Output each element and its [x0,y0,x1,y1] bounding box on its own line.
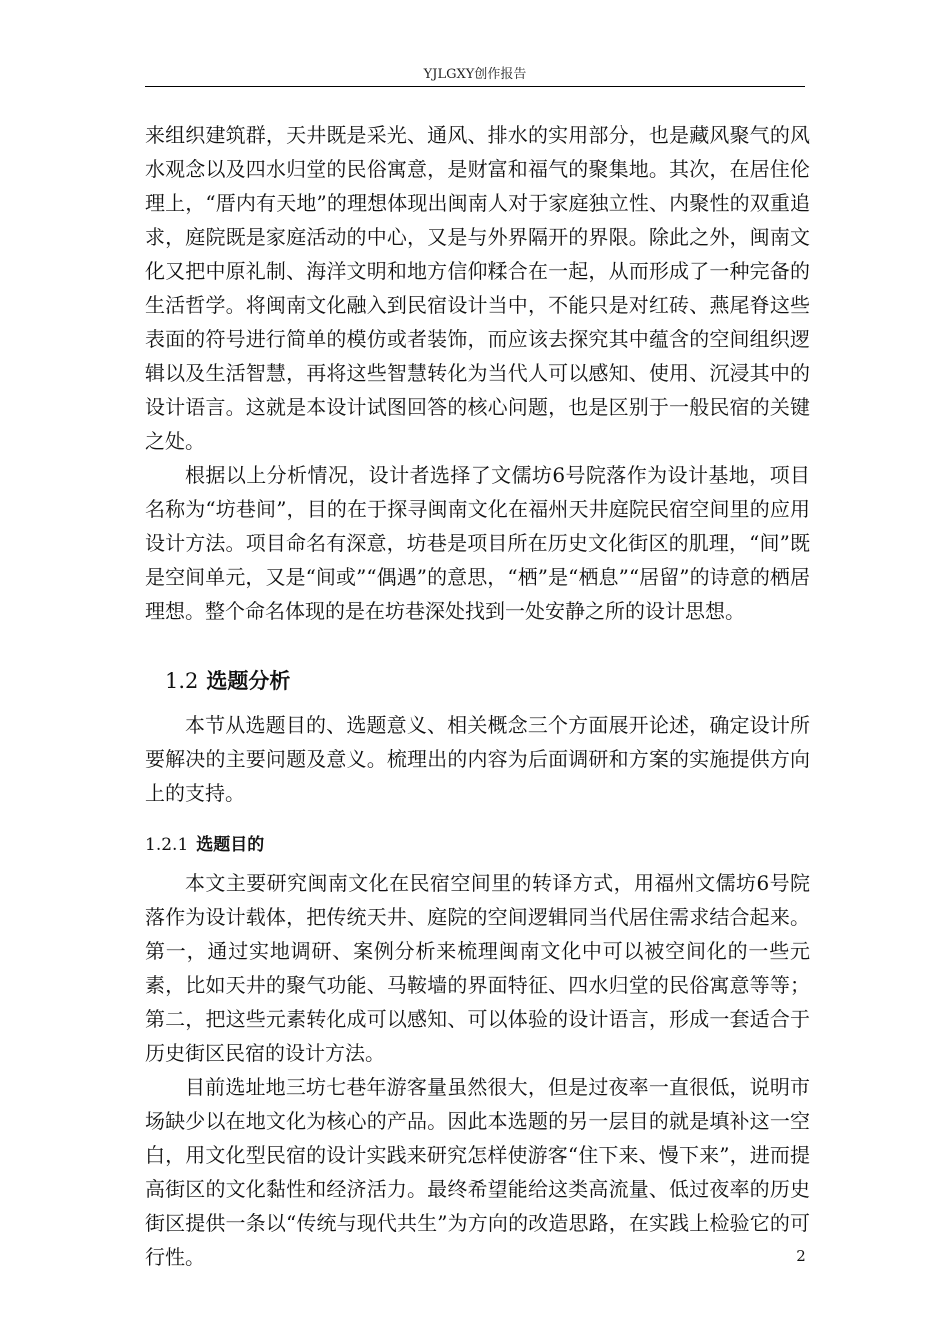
page-number: 2 [796,1247,806,1265]
paragraph-site-selection: 根据以上分析情况，设计者选择了文儒坊6号院落作为设计基地，项目名称为“坊巷间”，目的在于探寻闽南文化在福州天井庭院民宿空间里的应用设计方法。项目命名有深意，坊巷是项目所在历史文化街区的肌理，“间”既是空间单元，又是“间或”“偶遇”的意思，“栖”是“栖息”“居留”的诗意的栖居理想。整个命名体现的是在坊巷深处找到一处安静之所的设计思想。 [145,463,810,623]
subsection-title: 选题目的 [196,835,265,855]
section-heading [165,664,810,698]
subsection-paragraph-1: 本文主要研究闽南文化在民宿空间里的转译方式，用福州文儒坊6号院落作为设计载体，把传统天井、庭院的空间逻辑同当代居住需求结合起来。第一，通过实地调研、案例分析来梳理闽南文化中可以被空间化的一些元素，比如天井的聚气功能、马鞍墙的界面特征、四水归堂的民俗寓意等等；第二，把这些元素转化成可以感知、可以体验的设计语言，形成一套适合于历史街区民宿的设计方法。 [145,871,810,1065]
paragraph-continued: 来组织建筑群，天井既是采光、通风、排水的实用部分，也是藏风聚气的风水观念以及四水归堂的民俗寓意，是财富和福气的聚集地。其次，在居住伦理上，“厝内有天地”的理想体现出闽南人对于家庭独立性、内聚性的双重追求，庭院既是家庭活动的中心，又是与外界隔开的界限。除此之外，闽南文化又把中原礼制、海洋文明和地方信仰糅合在一起，从而形成了一种完备的生活哲学。将闽南文化融入到民宿设计当中，不能只是对红砖、燕尾脊这些表面的符号进行简单的模仿或者装饰，而应该去探究其中蕴含的空间组织逻辑以及生活智慧，再将这些智慧转化为当代人可以感知、使用、沉浸其中的设计语言。这就是本设计试图回答的核心问题，也是区别于一般民宿的关键之处。 [145,123,810,453]
subsection-paragraph-2: 目前选址地三坊七巷年游客量虽然很大，但是过夜率一直很低，说明市场缺少以在地文化为核心的产品。因此本选题的另一层目的就是填补这一空白，用文化型民宿的设计实践来研究怎样使游客“住下来、慢下来”，进而提高街区的文化黏性和经济活力。最终希望能给这类高流量、低过夜率的历史街区提供一条以“传统与现代共生”为方向的改造思路，在实践上检验它的可行性。 [145,1075,810,1269]
subsection-number: 1.2.1 [145,835,189,855]
body-text [145,118,810,1274]
section-number: 1.2 [165,669,199,693]
page-footer [0,1246,806,1266]
subsection-heading [145,830,810,860]
running-header: YJLGXY创作报告 [423,67,527,82]
section-title: 选题分析 [206,669,291,693]
header-rule [145,86,805,87]
section-intro-paragraph: 本节从选题目的、选题意义、相关概念三个方面展开论述，确定设计所要解决的主要问题及意义。梳理出的内容为后面调研和方案的实施提供方向上的支持。 [145,713,810,805]
